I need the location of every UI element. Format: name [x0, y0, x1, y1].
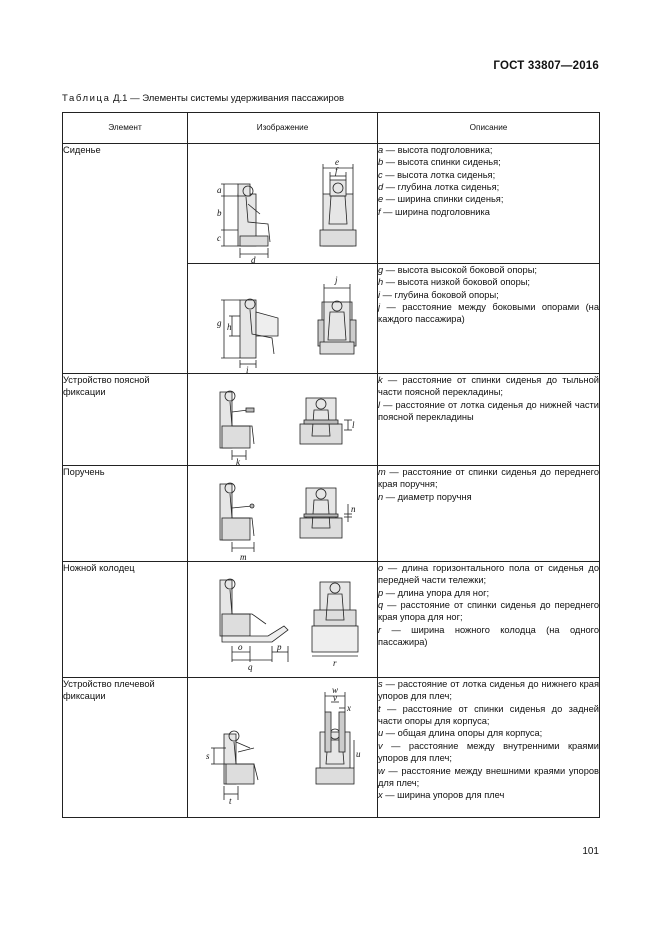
element-cell: Сиденье [63, 144, 188, 374]
description-line: e — ширина спинки сиденья; [378, 194, 504, 205]
dim-label-m: m [240, 552, 247, 561]
description-line: c — высота лотка сиденья; [378, 169, 496, 180]
table-row [63, 678, 600, 818]
description-line: l — расстояние от лотка сиденья до нижней части поясной перекладины [378, 399, 599, 423]
col-header-description: Описание [378, 113, 600, 144]
page-number: 101 [582, 846, 599, 857]
description-line: u — общая длина опоры для корпуса; [378, 728, 543, 739]
image-cell [188, 678, 378, 818]
description-line: m — расстояние от спинки сиденья до переднего края поручня; [378, 467, 599, 490]
dim-label-e: e [335, 157, 339, 167]
symbol-letter: r [378, 624, 382, 635]
dim-label-r: r [333, 658, 337, 668]
description-line: o — длина горизонтального пола от сиденья до передней части тележки; [378, 563, 599, 586]
symbol-letter: c [378, 169, 383, 180]
dim-label-f: f [335, 166, 338, 176]
symbol-letter: q [378, 600, 384, 611]
description-line: p — длина упора для ног; [378, 587, 490, 598]
dim-label-b: b [217, 208, 222, 218]
table-row [63, 374, 600, 466]
symbol-letter: j [378, 302, 381, 313]
symbol-letter: b [378, 157, 384, 168]
dim-label-j: j [335, 275, 338, 285]
table-header-row [63, 113, 600, 144]
symbol-letter: t [378, 703, 381, 714]
caption-prefix: Таблица [62, 93, 111, 104]
image-cell [188, 466, 378, 562]
description-cell [378, 264, 600, 374]
element-cell: Поручень [63, 466, 188, 562]
dim-label-k: k [236, 457, 240, 465]
image-cell [188, 264, 381, 374]
description-cell [378, 374, 600, 466]
restraint-elements-table [62, 112, 600, 818]
description-cell [378, 562, 600, 678]
description-line: v — расстояние между внутренними краями упоров для плеч; [378, 740, 599, 764]
symbol-letter: m [378, 467, 386, 477]
dim-label-s: s [206, 751, 210, 761]
symbol-letter: x [378, 790, 383, 801]
table-row [63, 144, 600, 264]
table-caption [62, 93, 344, 104]
table-row [63, 562, 600, 678]
dim-label-t: t [229, 796, 232, 806]
handrail-diagram [188, 466, 378, 561]
dim-label-n: n [351, 504, 356, 514]
dim-label-x: x [347, 703, 351, 713]
description-line: k — расстояние от спинки сиденья до тыльной части поясной перекладины; [378, 375, 599, 398]
description-line: a — высота подголовника; [378, 145, 493, 155]
description-line: f — ширина подголовника [378, 206, 490, 217]
symbol-letter: s [378, 679, 383, 689]
symbol-letter: g [378, 265, 384, 275]
seat-dimensions-diagram [188, 144, 378, 263]
dim-label-l: l [352, 420, 355, 430]
dim-label-u: u [356, 749, 361, 759]
symbol-letter: e [378, 194, 384, 205]
dim-label-v: v [333, 693, 337, 703]
symbol-letter: n [378, 491, 384, 502]
description-line: j — расстояние между боковыми опорами (на каждого пассажира) [378, 302, 599, 325]
description-line: n — диаметр поручня [378, 491, 472, 502]
dim-label-i: i [246, 365, 249, 373]
symbol-letter: o [378, 563, 384, 573]
symbol-letter: a [378, 145, 384, 155]
description-line: d — глубина лотка сиденья; [378, 182, 500, 193]
description-line: g — высота высокой боковой опоры; [378, 265, 537, 275]
symbol-letter: u [378, 728, 384, 739]
dim-label-a: a [217, 185, 222, 195]
description-line: i — глубина боковой опоры; [378, 289, 499, 300]
description-line: t — расстояние от спинки сиденья до задней части опоры для корпуса; [378, 703, 599, 727]
symbol-letter: i [378, 289, 381, 300]
dim-label-g: g [217, 318, 222, 328]
element-cell: Ножной колодец [63, 562, 188, 678]
side-support-diagram [188, 264, 381, 373]
description-line: b — высота спинки сиденья; [378, 157, 501, 168]
dim-label-d: d [251, 255, 256, 263]
element-cell: Устройство поясной фиксации [63, 374, 188, 466]
standard-number: ГОСТ 33807—2016 [493, 60, 599, 72]
image-cell [188, 144, 378, 264]
symbol-letter: w [378, 765, 385, 776]
symbol-letter: v [378, 740, 383, 751]
description-line: q — расстояние от спинки сиденья до переднего края упора для ног; [378, 600, 599, 623]
lap-bar-diagram [188, 374, 381, 465]
symbol-letter: l [378, 399, 381, 410]
symbol-letter: d [378, 182, 384, 193]
description-cell [378, 678, 600, 818]
description-line: w — расстояние между внешними краями упоров для плеч; [378, 765, 599, 788]
col-header-element: Элемент [63, 113, 188, 144]
description-line: x — ширина упоров для плеч [378, 790, 505, 801]
description-cell [378, 144, 600, 264]
symbol-letter: f [378, 206, 381, 217]
symbol-letter: k [378, 375, 383, 385]
description-cell [378, 466, 600, 562]
dim-label-o: o [238, 642, 243, 652]
symbol-letter: h [378, 277, 384, 288]
image-cell [188, 562, 378, 678]
shoulder-restraint-diagram [188, 678, 378, 817]
description-line: r — ширина ножного колодца (на одного пассажира) [378, 624, 599, 648]
dim-label-h: h [227, 322, 232, 332]
dim-label-c: c [217, 233, 221, 243]
col-header-image: Изображение [188, 113, 378, 144]
dim-label-p: p [277, 642, 282, 652]
dim-label-w: w [332, 685, 339, 695]
image-cell [188, 374, 381, 466]
table-row [63, 466, 600, 562]
description-line: h — высота низкой боковой опоры; [378, 277, 531, 288]
description-line: s — расстояние от лотка сиденья до нижнего края упоров для плеч; [378, 679, 599, 702]
foot-well-diagram [188, 562, 378, 677]
caption-title: Д.1 — Элементы системы удерживания пассажиров [110, 93, 345, 104]
dim-label-q: q [248, 662, 253, 672]
symbol-letter: p [378, 587, 384, 598]
element-cell: Устройство плечевой фиксации [63, 678, 188, 818]
